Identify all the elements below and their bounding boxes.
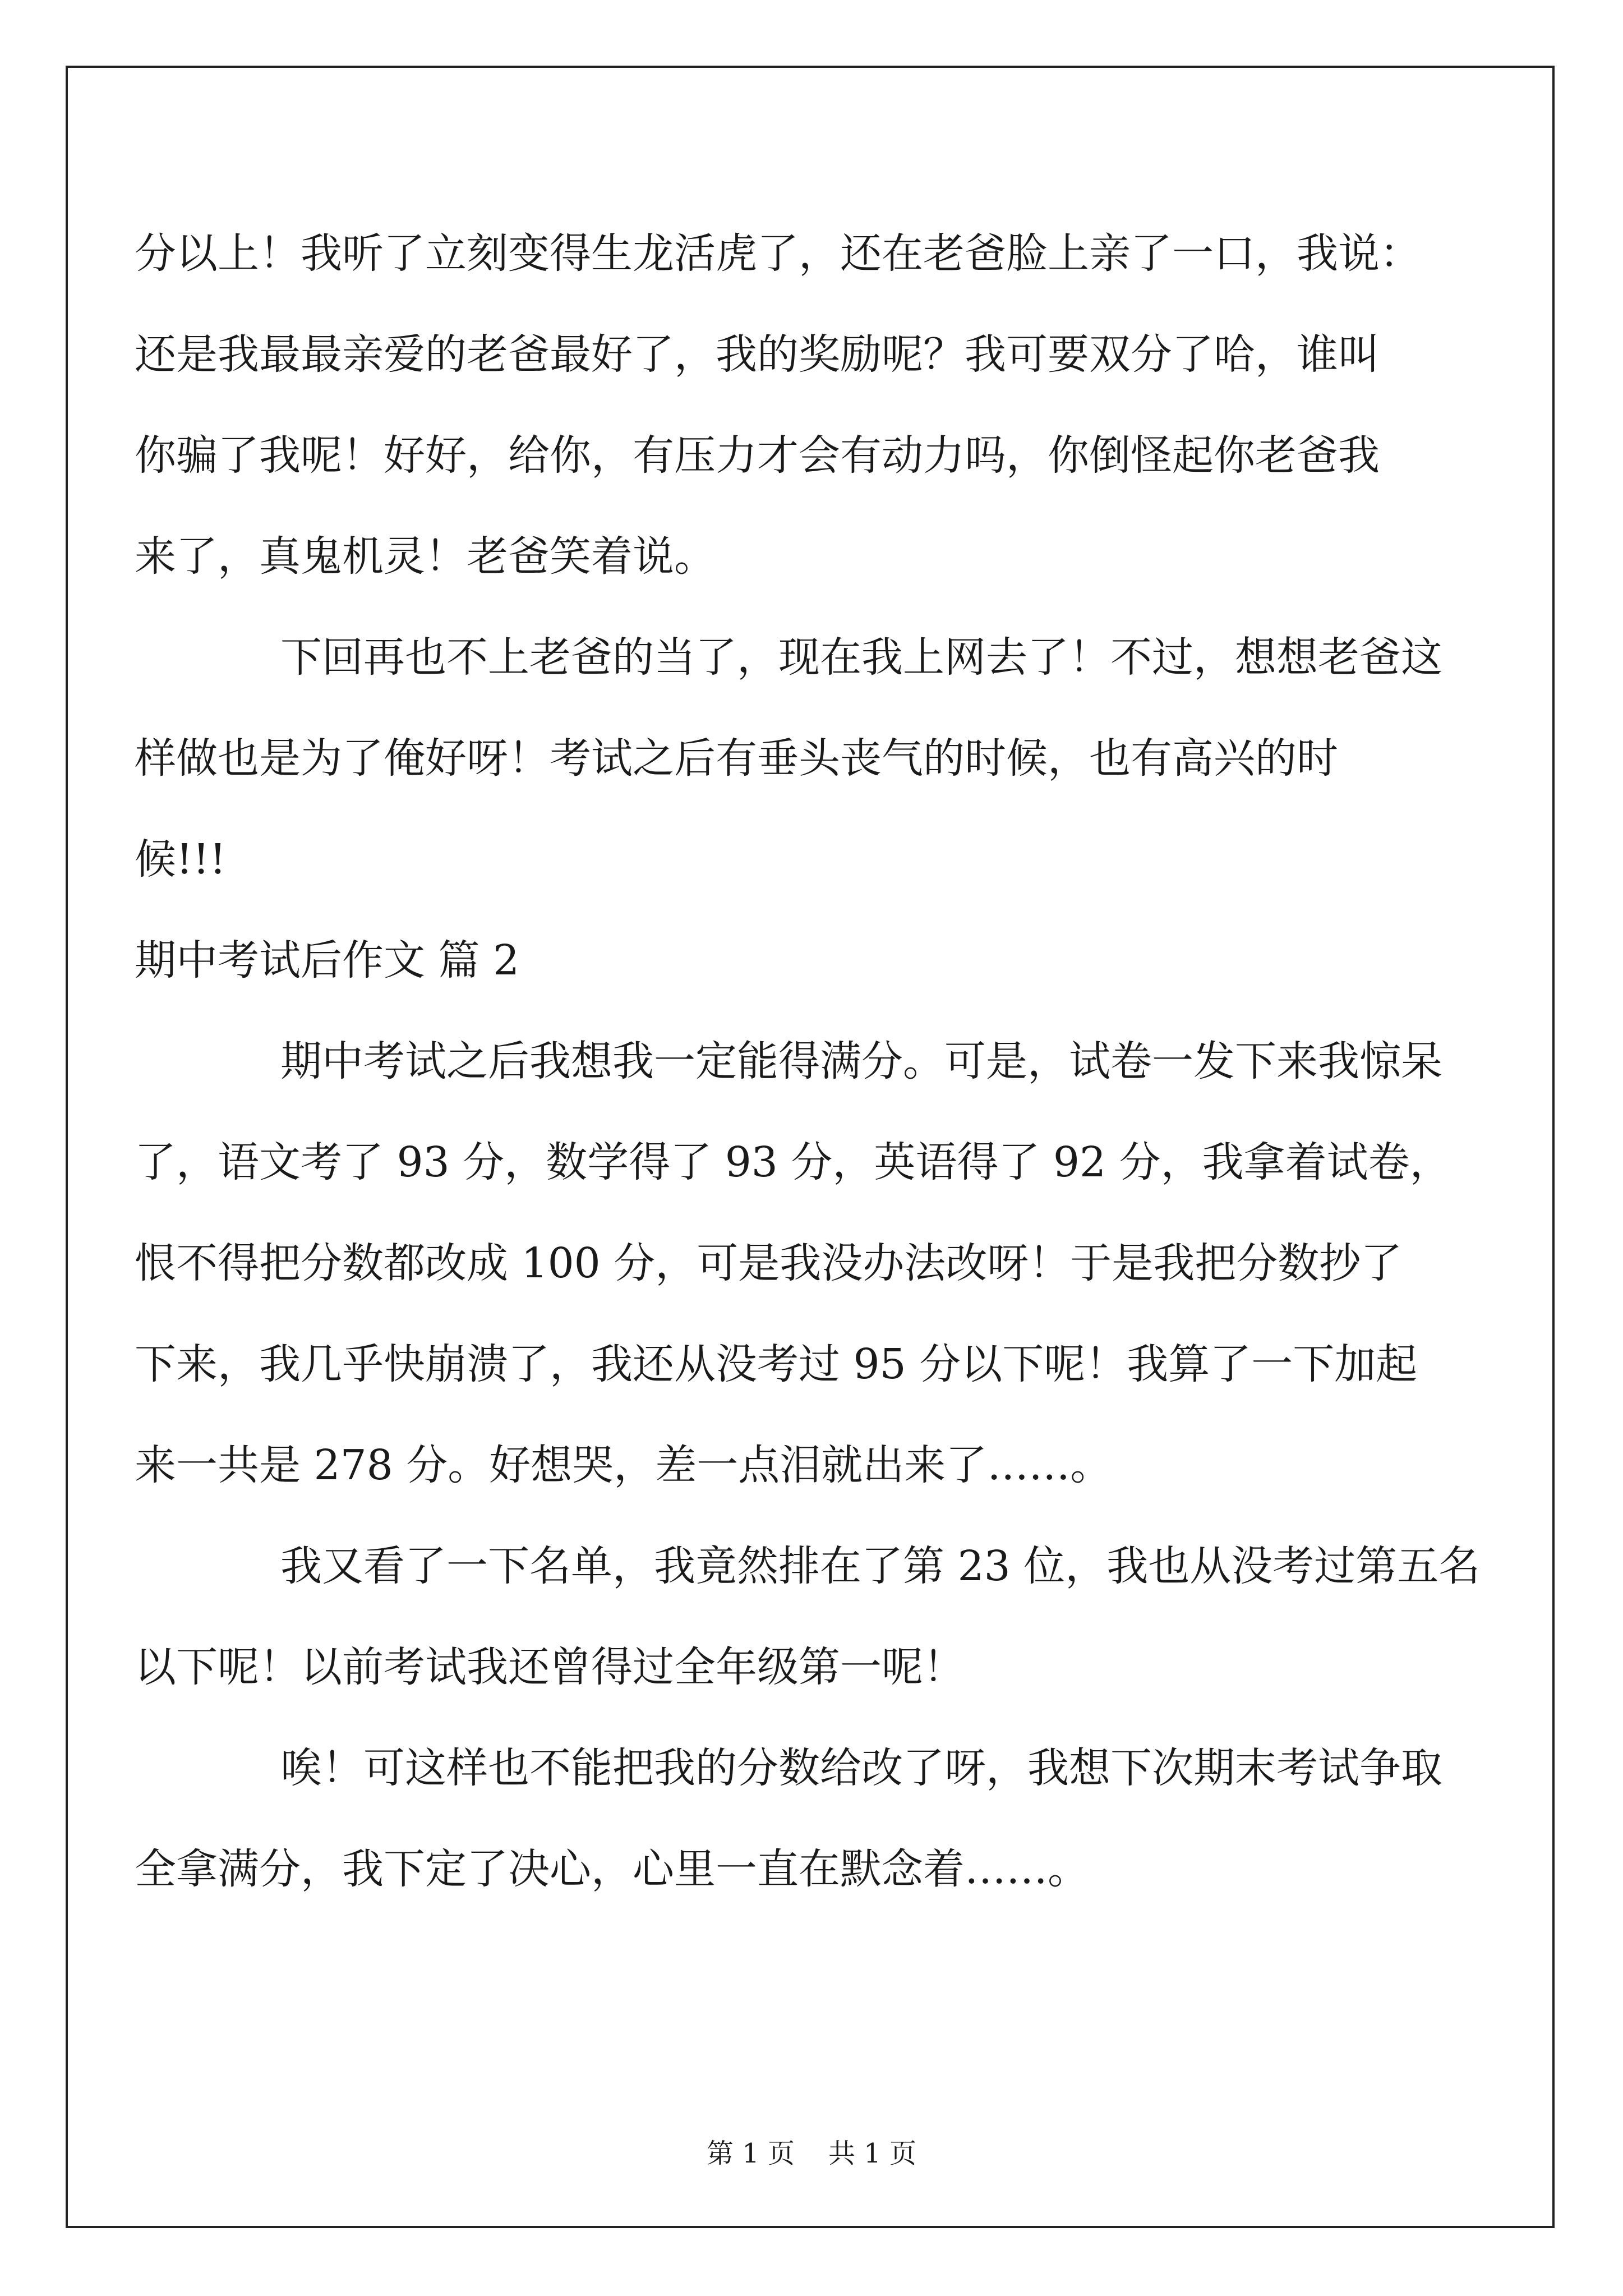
page-number-total: 共 1 页 [828, 2138, 917, 2169]
paragraph-line: 了，语文考了 93 分，数学得了 93 分，英语得了 92 分，我拿着试卷， [135, 1138, 1451, 1186]
paragraph-line: 恨不得把分数都改成 100 分，可是我没办法改呀！于是我把分数抄了 [135, 1239, 1403, 1287]
paragraph-line: 分以上！我听了立刻变得生龙活虎了，还在老爸脸上亲了一口，我说： [135, 229, 1421, 278]
page-footer [0, 2140, 1623, 2167]
paragraph-line: 唉！可这样也不能把我的分数给改了呀，我想下次期末考试争取 [280, 1744, 1442, 1792]
page-number-current: 第 1 页 [706, 2138, 795, 2169]
paragraph-line: 我又看了一下名单，我竟然排在了第 23 位，我也从没考过第五名 [280, 1542, 1481, 1590]
paragraph-line: 样做也是为了俺好呀！考试之后有垂头丧气的时候，也有高兴的时 [135, 734, 1338, 783]
section-heading: 期中考试后作文 篇 2 [135, 936, 520, 984]
paragraph-line: 下回再也不上老爸的当了，现在我上网去了！不过，想想老爸这 [280, 633, 1442, 682]
paragraph-line: 下来，我几乎快崩溃了，我还从没考过 95 分以下呢！我算了一下加起 [135, 1340, 1418, 1388]
paragraph-line: 你骗了我呢！好好，给你，有压力才会有动力吗，你倒怪起你老爸我 [135, 431, 1380, 480]
paragraph-line: 期中考试之后我想我一定能得满分。可是，试卷一发下来我惊呆 [280, 1037, 1442, 1085]
paragraph-line: 候!!! [135, 835, 227, 884]
paragraph-line: 以下呢！以前考试我还曾得过全年级第一呢！ [135, 1643, 965, 1691]
paragraph-line: 来一共是 278 分。好想哭，差一点泪就出来了……。 [135, 1441, 1112, 1489]
paragraph-line: 全拿满分，我下定了决心，心里一直在默念着……。 [135, 1845, 1089, 1893]
paragraph-line: 来了，真鬼机灵！老爸笑着说。 [135, 532, 716, 581]
paragraph-line: 还是我最最亲爱的老爸最好了，我的奖励呢？我可要双分了哈，谁叫 [135, 330, 1380, 379]
